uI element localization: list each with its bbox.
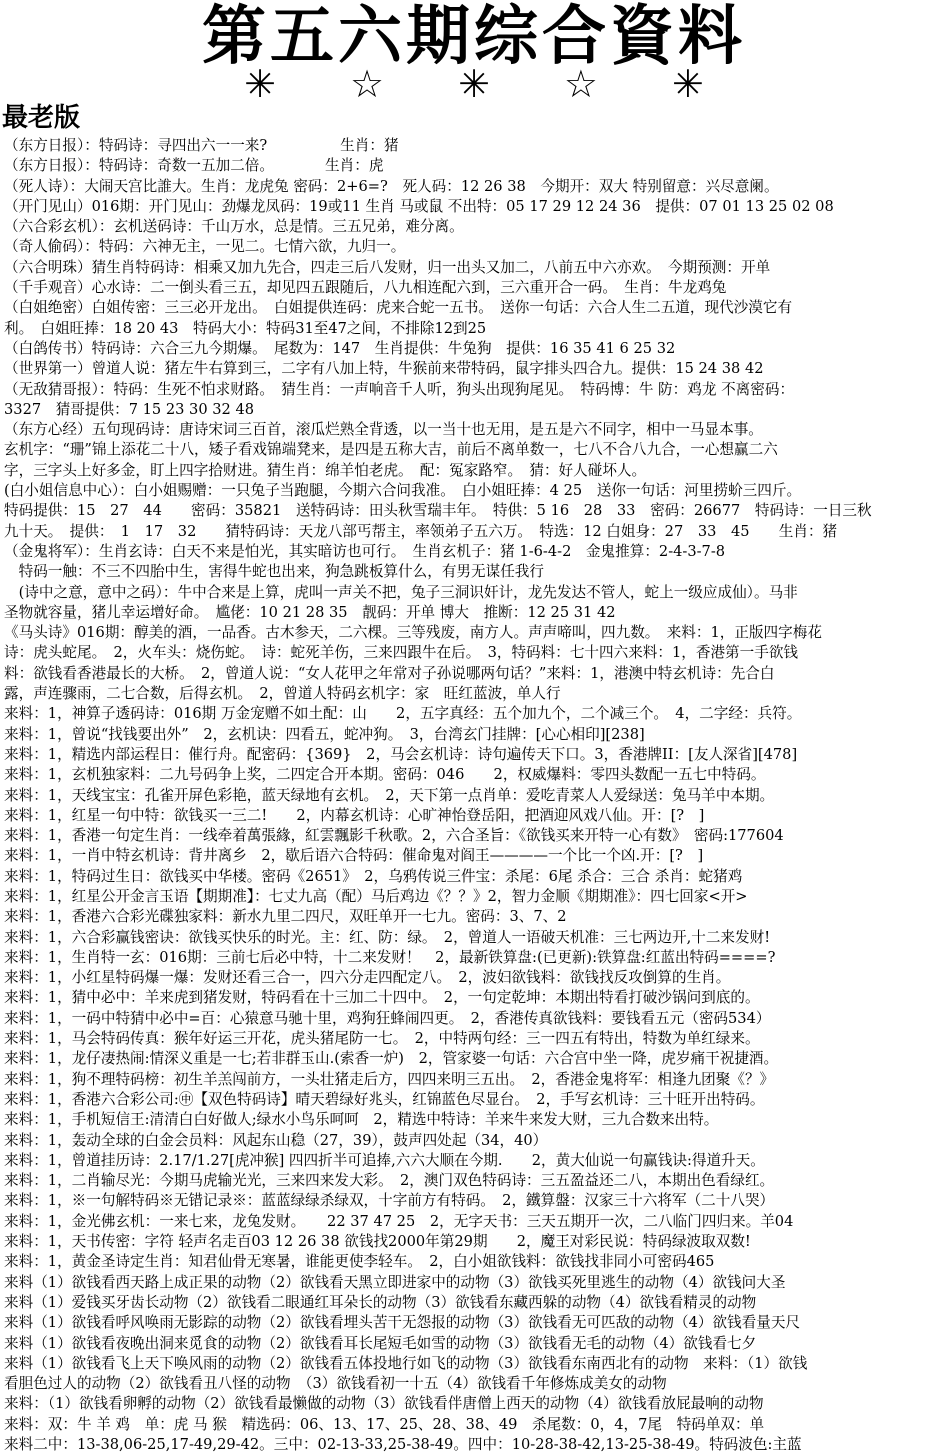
text-line: 来料（1）爱钱买牙齿长动物（2）欲钱看二眼通红耳朵长的动物（3）欲钱看东藏西躲的动物（4）欲钱看精灵的动物 <box>4 1293 757 1311</box>
text-line: 来料（1）欲钱看西天路上成正果的动物（2）欲钱看天黑立即进家中的动物（3）欲钱买死里逃生的动物（4）欲钱问大圣 <box>4 1273 786 1291</box>
text-line: 《马头诗》016期：醇美的酒，一品香。古木参天，二六棵。三等残废，南方人。声声啼叫，四九数。 来料：1，正版四字梅花 <box>4 624 822 642</box>
text-line: 来料：1，香港六合彩光碟独家料：新水九里二四尺，双旺单开一七九。密码：3、7、2 <box>4 908 567 926</box>
star-divider <box>0 64 948 104</box>
text-line: 特码一触：不三不四胎中生，害得牛蛇也出来，狗急跳板算什么，有男无谋任我行 <box>4 563 544 581</box>
document-body <box>4 136 944 1455</box>
text-line: 来料：1，曾道挂历诗：2.17/1.27[虎冲猴] 四四折半可追捧,六六大顺在今期. 2，黄大仙说一句赢钱诀:得道升天。 <box>4 1151 765 1169</box>
text-line: 来料：双：牛 羊 鸡 单：虎 马 猴 精选码：06、13、17、25、28、38、49 杀尾数：0，4，7尾 特码单双：单 <box>4 1415 765 1433</box>
text-line: 来料：1，※一句解特码※无错记录※：蓝蓝绿绿杀绿双，十字前方有特码。 2，鐵算盤：汉家三十六将军（二十八哭） <box>4 1192 775 1210</box>
text-line: 字，三字头上好多金，盯上四字拾财进。猜生肖：绵羊怕老虎。 配：冤家路窄。 猜：好人碰坏人。 <box>4 461 647 479</box>
text-line: 来料二中：13-38,06-25,17-49,29-42。三中：02-13-33,25-38-49。四中：10-28-38-42,13-25-38-49。特码波色:主蓝 <box>4 1436 802 1453</box>
text-line: 来料：1，黄金圣诗定生肖：知君仙骨无寒暑，谁能更使李轻车。 2，白小姐欲钱料：欲钱找非同小可密码465 <box>4 1253 715 1271</box>
text-line: （六合彩玄机）：玄机送码诗：千山万水，总是情。三五兄弟，难分离。 <box>4 218 464 236</box>
edition-label: 最老版 <box>2 103 81 133</box>
text-line: 来料（1）欲钱看夜晚出洞来觅食的动物（2）欲钱看耳长尾短毛如雪的动物（3）欲钱看无毛的动物（4）欲钱看七夕 <box>4 1334 757 1352</box>
text-line: 来料：1，香港一句定生肖：一线牵着萬張緣，紅雲飄影千秋歌。2，六合圣旨：《欲钱买来开特一心有数》 密码:177604 <box>4 827 784 845</box>
text-line: （六合明珠）猜生肖特码诗：相乘又加九先合，四走三后八发财，归一出头又加二，八前五中六亦欢。 今期预测：开单 <box>4 258 771 276</box>
text-line: 来料：1，精选内部运程日：催行舟。配密码：{369} 2，马会玄机诗：诗句遍传天下口。3，香港牌II：[友人深省][478] <box>4 745 798 763</box>
text-line: (白小姐信息中心）：白小姐赐赠：一只兔子当跑腿，今期六合问我准。 白小姐旺捧：4 25 送你一句话：河里捞蚧三四斤。 <box>4 482 802 500</box>
text-line: （无敌猜哥报）：特码：生死不怕求财路。 猜生肖：一声响音千人听，狗头出现狗尾见。 特码博：牛 防：鸡龙 不离密码： <box>4 380 795 398</box>
star-icon: ☆ <box>350 62 385 106</box>
text-line: 来料：1，红星一句中特：欲钱买一三二! 2，内幕玄机诗：心旷神怡登岳阳，把酒迎风戏八仙。开：[? ] <box>4 806 705 824</box>
text-line: 来料：1，一码中特猜中必中=百：心猿意马驰十里，鸡狗狂蜂闹四更。 2，香港传真欲钱料：要钱看五元（密码534） <box>4 1009 771 1027</box>
text-line: 来料：1，天线宝宝：孔雀开屏色彩艳，蓝天绿地有玄机。 2，天下第一点肖单：爱吃青菜人人爱绿送：兔马羊中本期。 <box>4 786 775 804</box>
text-line: 来料：1，一肖中特玄机诗：背井离乡 2，歇后语六合特码：催命鬼对阎王————一个比一个凶.开：[? ] <box>4 847 704 865</box>
text-line: 来料：1，龙仔凄热闹:情深义重是一七;若非群玉山.(索香一炉) 2，管家婆一句话：六合宫中坐一降，虎岁痛干祝捷酒。 <box>4 1050 779 1068</box>
asterisk-icon: ✳ <box>458 62 490 106</box>
text-line: （东方日报）：特码诗：奇数一五加二倍。 生肖：虎 <box>4 157 384 175</box>
text-line: （白姐绝密）白姐传密：三三必开龙出。 白姐提供连码：虎来合蛇一五书。 送你一句话：六合人生二五道，现代沙漠它有 <box>4 299 793 317</box>
text-line: （开门见山）016期：开门见山：劲爆龙凤码：19或11 生肖 马或鼠 不出特：05 17 29 12 24 36 提供：07 01 13 25 02 08 <box>4 197 834 215</box>
text-line: （千手观音）心水诗：二一倒头看三五，却见四五跟随后，八九相连配六到，三六重开合一码。 生肖：牛龙鸡兔 <box>4 279 727 297</box>
text-line: （奇人偷码）：特码：六神无主，一见二。七情六欲，九归一。 <box>4 238 406 256</box>
text-line: 利。 白姐旺捧：18 20 43 特码大小：特码31至47之间，不排除12到25 <box>4 319 487 337</box>
text-line: 来料：1，天书传密：字符 轻声名走百03 12 26 38 欲钱找2000年第29期 2，魔王对彩民说：特码绿波取双数! <box>4 1233 751 1251</box>
text-line: 来料：1，轰动全球的白金会员料：风起东山稳（27，39），鼓声四处起（34，40） <box>4 1131 548 1149</box>
text-line: 3327 猜哥提供：7 15 23 30 32 48 <box>4 400 255 418</box>
text-line: 九十天。 提供： 1 17 32 猜特码诗：天龙八部丐帮主，率领弟子五六万。 特选：12 白姐身：27 33 45 生肖：猪 <box>4 522 838 540</box>
text-line: 来料：1，红星公开金言玉语【期期准】：七丈九高（配）马后鸡边《？？》2，智力金顺《期期准》：四七回家<开> <box>4 887 748 905</box>
text-line: （金鬼将军）：生肖玄诗：白天不来是怕光，其实暗访也可行。 生肖玄机子：猪 1-6-4-2 金鬼推算：2-4-3-7-8 <box>4 542 726 560</box>
text-line: 特码提供：15 27 44 密码：35821 送特码诗：田头秋雪瑞丰年。 特供：5 16 28 33 密码：26677 特码诗：一日三秋 <box>4 502 872 520</box>
text-line: 料：欲钱看香港最长的大桥。 2，曾道人说：“女人花甲之年常对子孙说哪两句话？”来料：1，港澳中特玄机诗：先合白 <box>4 664 775 682</box>
text-line: 来料：1，小红星特码爆一爆：发财还看三合一，四六分走四配定八。 2，波妇欲钱料：欲钱找反攻倒算的生肖。 <box>4 969 731 987</box>
text-line: 来料：1，特码过生日：欲钱买中华楼。密码《2651》 2，乌鸦传说三件宝：杀尾：6尾 杀合：三合 杀肖：蛇猪鸡 <box>4 867 743 885</box>
text-line: （东方日报）：特码诗：寻四出六一一来? 生肖：猪 <box>4 137 399 154</box>
text-line: 圣物就容量，猪儿幸运增好命。 尴佬：10 21 28 35 靓码：开单 博大 推断：12 25 31 42 <box>4 603 616 621</box>
text-line: 看胆色过人的动物（2）欲钱看丑八怪的动物 （3）欲钱看初一十五（4）欲钱看千年修炼成美女的动物 <box>4 1375 667 1393</box>
text-line: 来料：1，玄机独家料：二九号码争上奖，二四定合开本期。密码：046 2，权威爆料：零四头数配一五七中特码。 <box>4 766 766 784</box>
text-line: (诗中之意，意中之码）：牛中合来是上算，虎叫一声关不把，兔子三洞识奸计，龙先发达不管人，蛇上一级应成仙）。马非 <box>4 583 798 601</box>
text-line: 玄机字：“珊”锦上添花二十八，矮子看戏锦端凳来，是四是五称大吉，前后不离单数一，七八不合八九合，一心想赢二六 <box>4 441 778 459</box>
text-line: 来料：1，生肖特一玄：016期：三前七后必中特，十二来发财！ 2，最新铁算盘:(已更新):铁算盘:红蓝出特码====? <box>4 948 776 966</box>
text-line: 来料：1，狗不理特码榜：初生羊羔闯前方，一头壮猪走后方，四四来明三五出。 2，香港金鬼将军：相逢九团聚《？》 <box>4 1070 775 1088</box>
text-line: 来料：1，香港六合彩公司:㊥【双色特码诗】晴天碧绿好兆头，红锦蓝色尽显台。 2，手写玄机诗：三十旺开出特码。 <box>4 1090 765 1108</box>
text-line: 露，声连骤雨，二七合数，后得玄机。 2，曾道人特码玄机字：家 旺红蓝波，单人行 <box>4 685 561 703</box>
asterisk-icon: ✳ <box>244 62 276 106</box>
text-line: （死人诗）：大闹天宫比誰大。生肖：龙虎兔 密码：2+6=? 死人码：12 26 38 今期开：双大 特别留意：兴尽意阑。 <box>4 177 779 195</box>
text-line: （白鸽传书）特码诗：六合三九今期爆。 尾数为：147 生肖提供：牛兔狗 提供：16 35 41 6 25 32 <box>4 339 676 357</box>
text-line: 来料：1，金光佛玄机：一来七来，龙兔发财。 22 37 47 25 2，无字天书：三天五期开一次，二八临门四归来。羊04 <box>4 1212 794 1230</box>
text-line: 来料：1，曾说“找钱要出外” 2，玄机诀：四看五，蛇冲狗。 3，台湾玄门挂牌：[心心相印][238] <box>4 725 645 743</box>
star-icon: ☆ <box>563 62 598 106</box>
text-line: （世界第一）曾道人说：猪左牛右算到三，二字有八加上特，牛猴前来带特码，鼠字排头四合九。提供：15 24 38 42 <box>4 360 764 378</box>
text-line: 来料：1，六合彩赢钱密诀：欲钱买快乐的时光。主：红、防：绿。 2，曾道人一语破天机准：三七两边开,十二来发财! <box>4 928 771 946</box>
text-line: （东方心经）五句现码诗：唐诗宋词三百首，滚瓜烂熟全背透，以一当十也无用，是五是六不同字，相中一马显本事。 <box>4 421 763 439</box>
text-line: 来料：1，神算子透码诗：016期 万金宠赠不如土配：山 2，五字真经：五个加九个，二个减三个。 4，二字经：兵符。 <box>4 705 802 723</box>
text-line: 来料：1，马会特码传真：猴年好运三开花，虎头猪尾防一七。 2，中特两句经：三一四五有特出，特数为单红绿来。 <box>4 1030 760 1048</box>
page-title: 第五六期综合資料 <box>202 0 746 74</box>
text-line: 来料：1，猜中必中：羊来虎到猪发财，特码看在十三加二十四中。 2，一句定乾坤：本期出特看打破沙锅问到底的。 <box>4 989 760 1007</box>
text-line: 来料：1，二肖输尽光：今期马虎输光光，三来四来发大彩。 2，澳门双色特码诗：三五盈益还二八，本期出色看绿红。 <box>4 1172 775 1190</box>
text-line: 来料（1）欲钱看飞上天下唤风雨的动物（2）欲钱看五体投地行如飞的动物（3）欲钱看东南西北有的动物 来料：（1）欲钱 <box>4 1354 808 1372</box>
text-line: 来料（1）欲钱看呼风唤雨无影踪的动物（2）欲钱看埋头苦干无怨报的动物（3）欲钱看无可匹敌的动物（4）欲钱看量天尺 <box>4 1314 801 1332</box>
asterisk-icon: ✳ <box>672 62 704 106</box>
text-line: 来料：1，手机短信王:清清白白好做人;绿水小鸟乐呵呵 2，精选中特诗：羊来牛来发大财，三九合数来出特。 <box>4 1111 719 1129</box>
text-line: 诗：虎头蛇尾。 2，火车头：烧伤蛇。 诗：蛇死羊伤，三来四跟牛在后。 3，特码料：七十四六来料：1，香港第一手欲钱 <box>4 644 799 662</box>
text-line: 来料：（1）欲钱看卵孵的动物（2）欲钱看最懒做的动物（3）欲钱看伴唐僧上西天的动物（4）欲钱看放屁最响的动物 <box>4 1395 764 1413</box>
